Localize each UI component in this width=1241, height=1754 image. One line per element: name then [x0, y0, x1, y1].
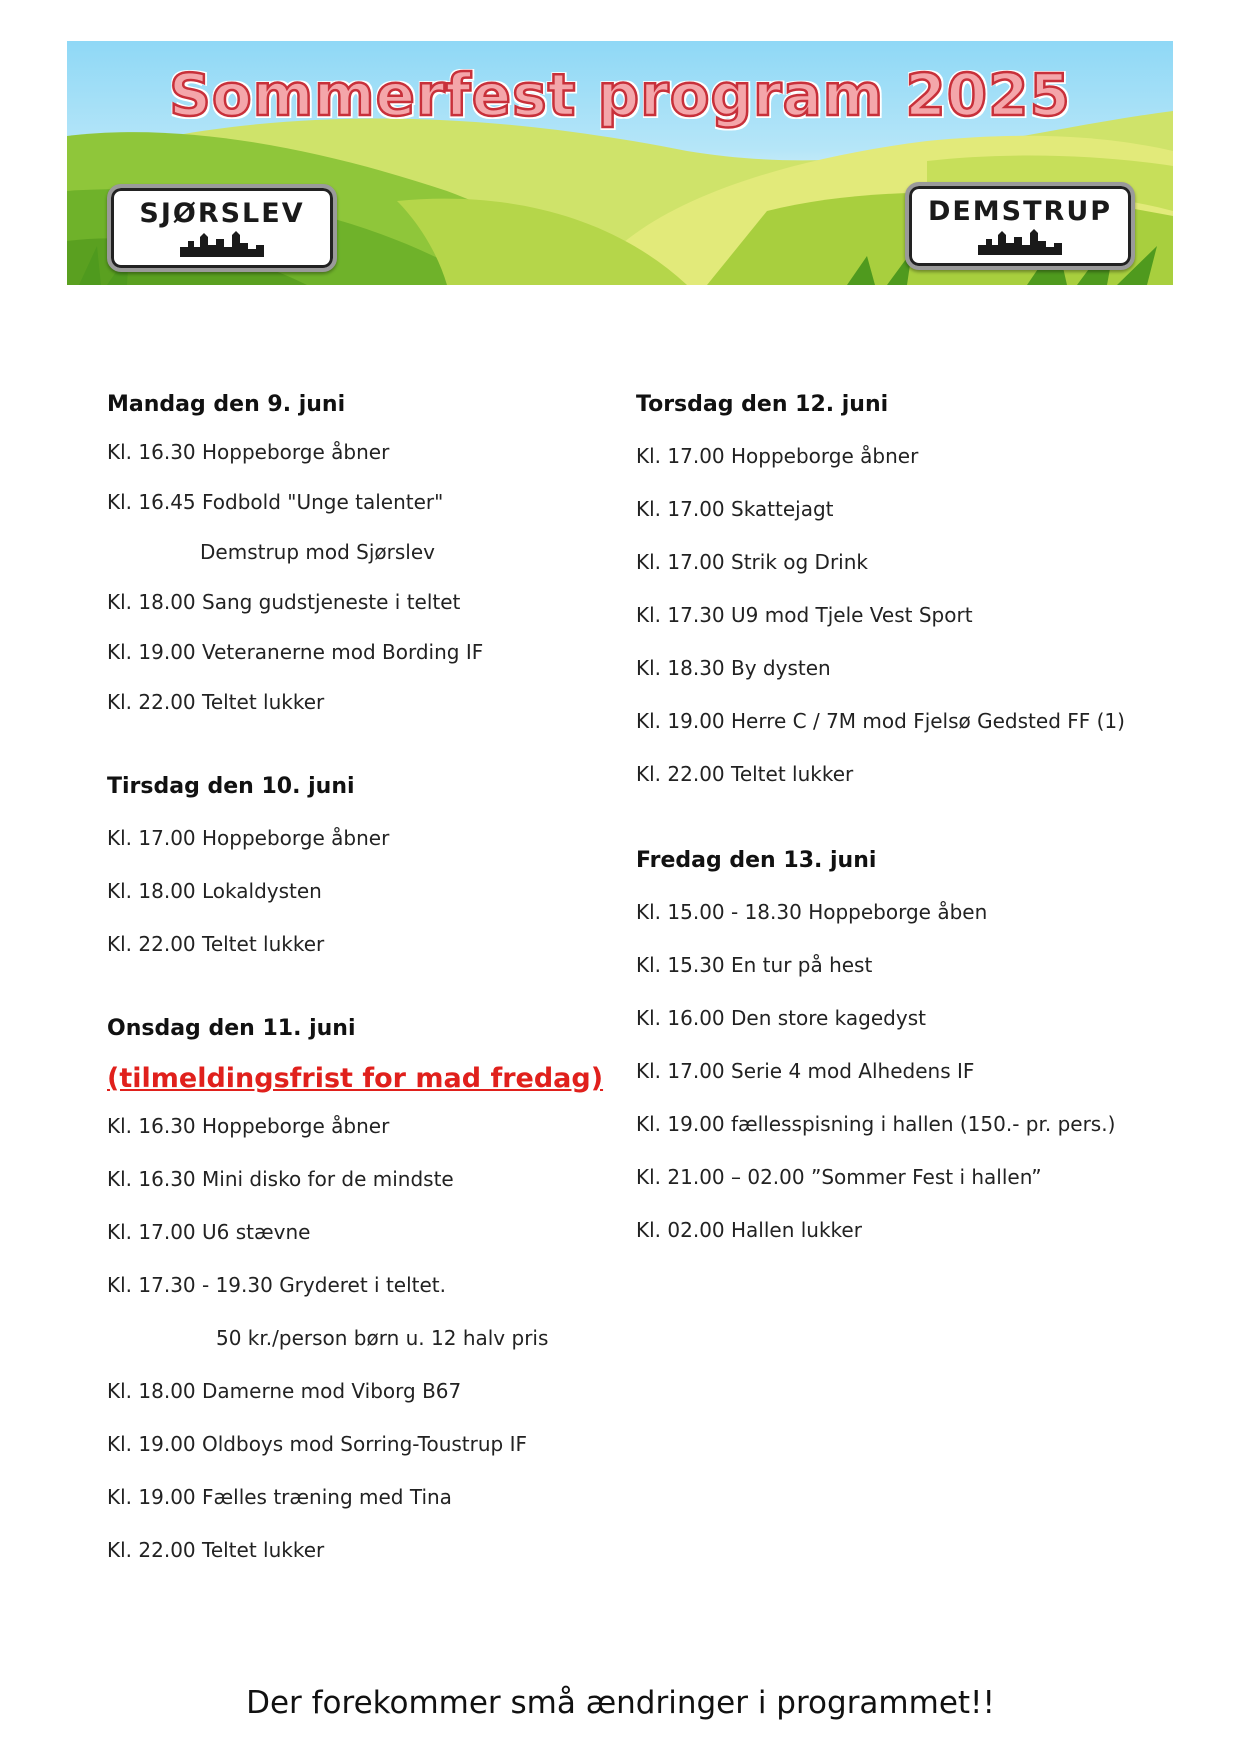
registration-deadline-notice: (tilmeldingsfrist for mad fredag)	[107, 1063, 604, 1094]
day-title: Tirsdag den 10. juni	[107, 774, 355, 799]
program-item: Kl. 18.00 Lokaldysten	[107, 879, 322, 903]
day-friday	[636, 846, 1196, 1244]
program-item: Kl. 22.00 Teltet lukker	[107, 1538, 325, 1562]
program-item: Kl. 19.00 fællesspisning i hallen (150.- pr. pers.)	[636, 1112, 1116, 1136]
program-item: Kl. 16.00 Den store kagedyst	[636, 1006, 926, 1030]
program-item: Kl. 16.30 Hoppeborge åbner	[107, 440, 390, 464]
program-item: Kl. 19.00 Herre C / 7M mod Fjelsø Gedsted FF (1)	[636, 709, 1125, 733]
header-banner	[67, 41, 1173, 285]
program-item: Kl. 17.30 - 19.30 Gryderet i teltet.	[107, 1273, 446, 1297]
town-sign-label: DEMSTRUP	[927, 196, 1113, 227]
program-item: Kl. 19.00 Fælles træning med Tina	[107, 1485, 452, 1509]
program-item: Kl. 17.00 Serie 4 mod Alhedens IF	[636, 1059, 975, 1083]
program-item: Kl. 17.30 U9 mod Tjele Vest Sport	[636, 603, 973, 627]
town-silhouette-icon	[978, 229, 1062, 255]
program-item: Kl. 15.30 En tur på hest	[636, 953, 873, 977]
day-title: Mandag den 9. juni	[107, 392, 346, 417]
day-monday	[107, 390, 627, 716]
day-thursday	[636, 390, 1196, 788]
program-item: Kl. 18.00 Sang gudstjeneste i teltet	[107, 590, 461, 614]
program-item: Kl. 22.00 Teltet lukker	[107, 690, 325, 714]
town-sign-sjorslev	[107, 184, 337, 272]
day-title: Onsdag den 11. juni	[107, 1016, 356, 1041]
day-title: Torsdag den 12. juni	[636, 392, 889, 417]
program-item: Kl. 17.00 Strik og Drink	[636, 550, 868, 574]
program-item-detail: Demstrup mod Sjørslev	[200, 540, 435, 564]
program-item: Kl. 17.00 U6 stævne	[107, 1220, 311, 1244]
program-item: Kl. 19.00 Veteranerne mod Bording IF	[107, 640, 484, 664]
banner-title: Sommerfest program 2025	[169, 61, 1071, 129]
program-item: Kl. 17.00 Hoppeborge åbner	[636, 444, 919, 468]
program-item: Kl. 16.30 Mini disko for de mindste	[107, 1167, 454, 1191]
day-tuesday	[107, 772, 627, 958]
program-item: Kl. 22.00 Teltet lukker	[107, 932, 325, 956]
program-item: Kl. 22.00 Teltet lukker	[636, 762, 854, 786]
footer-note: Der forekommer små ændringer i programmet!!	[246, 1685, 995, 1721]
town-sign-demstrup	[905, 182, 1135, 270]
day-wednesday	[107, 1014, 627, 1564]
program-item: Kl. 18.00 Damerne mod Viborg B67	[107, 1379, 462, 1403]
program-left-column	[107, 380, 627, 1564]
program-item-detail: 50 kr./person børn u. 12 halv pris	[216, 1326, 549, 1350]
program-right-column	[636, 380, 1196, 1244]
day-title: Fredag den 13. juni	[636, 848, 877, 873]
program-item: Kl. 02.00 Hallen lukker	[636, 1218, 862, 1242]
program-item: Kl. 17.00 Hoppeborge åbner	[107, 826, 390, 850]
program-item: Kl. 18.30 By dysten	[636, 656, 831, 680]
program-item: Kl. 16.45 Fodbold "Unge talenter"	[107, 490, 444, 514]
town-sign-label: SJØRSLEV	[139, 198, 305, 229]
program-item: Kl. 15.00 - 18.30 Hoppeborge åben	[636, 900, 988, 924]
program-item: Kl. 17.00 Skattejagt	[636, 497, 834, 521]
program-item: Kl. 16.30 Hoppeborge åbner	[107, 1114, 390, 1138]
town-silhouette-icon	[180, 231, 264, 257]
program-item: Kl. 19.00 Oldboys mod Sorring-Toustrup IF	[107, 1432, 527, 1456]
program-item: Kl. 21.00 – 02.00 ”Sommer Fest i hallen”	[636, 1165, 1042, 1189]
